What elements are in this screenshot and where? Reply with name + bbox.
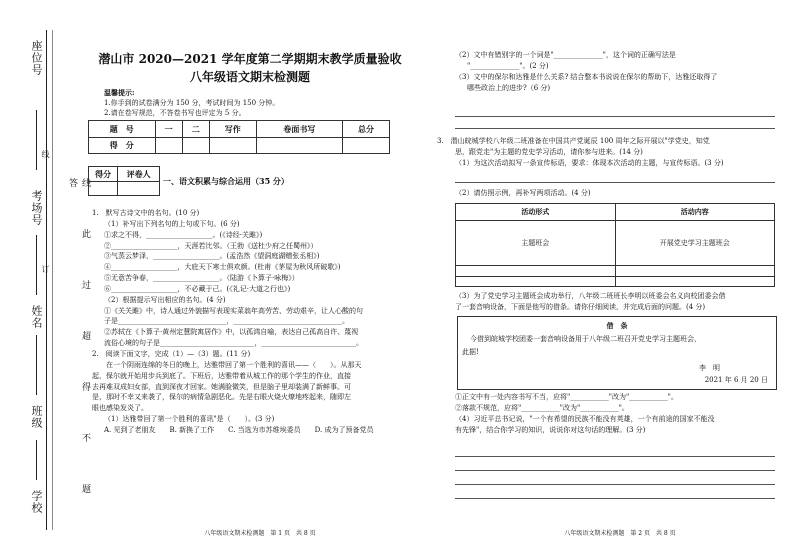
notice-1: 1.你手到的试卷满分为 150 分，考试时间为 150 分钟。 [104, 99, 280, 107]
note-date: 2021 年 6 月 20 日 [704, 376, 768, 384]
grader-cell [118, 182, 160, 196]
seal-text: 线 此 过 超 得 不 题 答 [67, 178, 90, 509]
notice-heading: 温馨提示: [104, 88, 135, 97]
answer-line [455, 498, 775, 499]
score-table [88, 120, 390, 154]
q3-sub4: （4）习近平总书记说，"一个有希望的民族不能没有英雄，一个有前途的国家不能没 [455, 414, 715, 423]
q3-line2: 思，跟党走"为主题的党史学习活动，请你参与进来。(14 分) [455, 147, 643, 156]
blank-line: ②___________________，天涯若比邻。（王勃《送杜少府之任蜀州》） [104, 241, 318, 250]
q2-sub3: （3）文中的保尔和达雅是什么关系? 结合整本书说说在保尔的帮助下，达雅还取得了 [455, 72, 718, 81]
grader-label: 评卷人 [118, 167, 160, 182]
answer-line [455, 116, 775, 117]
q3-fix [455, 392, 785, 435]
activity-cell: 主题班会 [456, 221, 616, 266]
page2-footer: 八年级语文期末检测题 第 2 页 共 8 页 [564, 530, 676, 537]
text-line: 流俗心境的句子是___________________________，___________________________。 [104, 339, 363, 348]
page1-title-line2: 八年级语文期末检测题 [189, 70, 310, 84]
fix-line: ②落款不规范，应将"___________"改为"___________"。 [455, 403, 629, 412]
activity-table [455, 203, 775, 287]
score-header: 卷面书写 [256, 121, 342, 138]
passage-line: 在一个阴雨连绵的冬日的晚上，达雅带回了第一个胜利的喜讯——（ ）。从那天 [92, 360, 362, 369]
activity-cell [456, 276, 616, 286]
fix-line: ①正文中有一处内容书写不当，应将"___________"改为"___________"。 [455, 393, 678, 401]
line-char: 线 [41, 150, 50, 159]
exam-room-underline [36, 235, 37, 295]
q3-line1: 3. 潜山皖城学校八年级二班准备在中国共产党诞辰 100 周年之际开展以"学党史，知党 [437, 137, 710, 145]
q2-options: A. 见到了老朋友 B. 新换了工作 C. 当选为市苏维埃委员 D. 成为了预备党员 [104, 425, 374, 434]
score-header: 二 [182, 121, 209, 138]
q3-stem [437, 136, 777, 169]
q3-sub3-line: （3）为了党史学习主题班会成功举行，八年级二班班长李明以班委会名义向校团委会借 [455, 292, 726, 300]
note-signer: 李 明 [699, 364, 720, 372]
answer-line [455, 128, 775, 129]
blank-line: ④___________________，大庇天下寒士俱欢颜。(杜甫《茅屋为秋风所破歌》) [104, 263, 341, 272]
blank-line: ⑥___________________，不必藏于己。(《礼记·大道之行也》) [104, 284, 291, 293]
score-cell [209, 138, 256, 154]
answer-line [455, 470, 775, 471]
note-body-2: 此据! [462, 348, 479, 356]
q2-sub2-cont: "______________"。(2 分) [467, 61, 549, 70]
exam-room-label: 考场号 [30, 190, 43, 226]
text-line: ②苏轼在《卜算子·黄州定慧院寓居作》中，以孤鸿自喻，表达自己孤高自许、蔑视 [104, 328, 359, 337]
q1-sub1: （1）补写出下列名句的上句或下句。(6 分) [104, 219, 240, 228]
grader-cell [89, 182, 118, 196]
q3-sub3-line: 了一套音响设备，下面是他写的借条。请你仔细阅读，并完成后面的问题。(4 分) [455, 302, 706, 311]
q2-sub2: （2）文中有错别字的一个词是"______________"，这个词的正确写法是 [455, 51, 676, 59]
school-label: 学校 [30, 490, 43, 514]
class-label: 班级 [30, 405, 43, 429]
q3-sub3 [455, 291, 785, 313]
passage-line: 起，保尔就开始用步兵到底了。下班后，达雅带着从城工作的那个学生的作业，直接 [92, 371, 351, 380]
score-header: 题 号 [89, 121, 156, 138]
iou-note [457, 316, 777, 390]
page1-footer: 八年级语文期末检测题 第 1 页 共 8 页 [204, 530, 316, 537]
q1-stem: 1. 默写古诗文中的名句。(10 分) [92, 209, 200, 217]
name-underline [36, 335, 37, 395]
blank-line: ③气蒸云梦泽，___________________。(孟浩然《望洞庭湖赠张丞相》) [104, 252, 320, 261]
activity-cell [456, 266, 616, 276]
binding-line [46, 30, 47, 530]
score-header: 一 [155, 121, 182, 138]
note-body: 今借到皖城学校团委一套音响设备用于八年级二班召开党史学习主题班会， [470, 335, 701, 343]
note-title: 借 条 [606, 321, 628, 330]
score-cell [343, 138, 390, 154]
blank-line: ⑤无意苦争春，___________________。（陆游《卜算子·咏梅》） [104, 274, 299, 283]
score-cell [182, 138, 209, 154]
score-header: 总分 [343, 121, 390, 138]
activity-cell [615, 266, 775, 276]
q1-sub2: （2）根据提示写出相应的名句。(4 分) [104, 295, 226, 304]
grader-table [88, 166, 160, 196]
answer-line [455, 484, 775, 485]
order-char: 订 [41, 265, 50, 274]
seat-underline [36, 110, 37, 170]
activity-header: 活动内容 [615, 204, 775, 221]
seat-label: 座位号 [30, 40, 43, 76]
q2-sub3-cont: 哪些政治上的进步?（6 分) [467, 83, 551, 92]
score-header: 写作 [209, 121, 256, 138]
score-cell [256, 138, 342, 154]
blank-line: ①求之不得，___________________。(《诗经·关雎》) [104, 230, 263, 239]
grader-score-label: 得分 [89, 167, 118, 182]
q3-sub1: （1）为这次活动拟写一条宣传标语，要求：体现本次活动的主题，与宣传标语。(3 分) [455, 158, 724, 167]
binding-line-dashed [52, 30, 53, 530]
name-label: 姓名 [30, 305, 43, 329]
section-title: 一、语文积累与综合运用（35 分） [163, 176, 289, 186]
answer-line [455, 456, 775, 457]
text-line: 子是_______________________________，_______________________________。 [104, 317, 349, 326]
score-row-label: 得 分 [89, 138, 156, 154]
answer-line [455, 182, 775, 183]
activity-header: 活动形式 [456, 204, 616, 221]
q3-sub4-cont: 有先锋"，结合你学习的知识，说说你对这句话的理解。(3 分) [455, 425, 646, 434]
page1-title-line1: 潜山市 2020—2021 学年度第二学期期末教学质量验收 [98, 52, 402, 66]
q2-sub1: （1）达雅带回了第一个胜利的喜讯"是（ ）。(3 分) [104, 415, 275, 424]
class-underline [36, 440, 37, 480]
notice-2: 2.请在卷写规范，不答卷书写也评定为 5 分。 [104, 109, 246, 117]
passage-line: 眼也感染发炎了。 [92, 404, 148, 413]
text-line: ①《关关雎》中，诗人通过外貌描写表现实菜翁年高劳苦、劳动艰辛，让人心酸的句 [104, 306, 363, 315]
q2-stem: 2. 阅读下面文字，完成（1）—（3）题。(11 分) [92, 349, 251, 358]
page1-body [92, 208, 412, 436]
q3-sub2: （2）请仿照示例，再补写两项活动。(4 分) [455, 189, 591, 197]
activity-cell: 开展党史学习主题班会 [615, 221, 775, 266]
passage-line: 是，那时不幸又来袭了，保尔的病情急剧恶化。先是右眼火烧火燎地疼起来，随即左 [92, 393, 351, 402]
activity-cell [615, 276, 775, 286]
score-cell [155, 138, 182, 154]
page2-top [455, 50, 775, 93]
passage-line: 去再难双成妇女部，直到深夜才回家。她满脸微笑，但是脑子里却装满了新鲜事。可 [92, 382, 351, 391]
